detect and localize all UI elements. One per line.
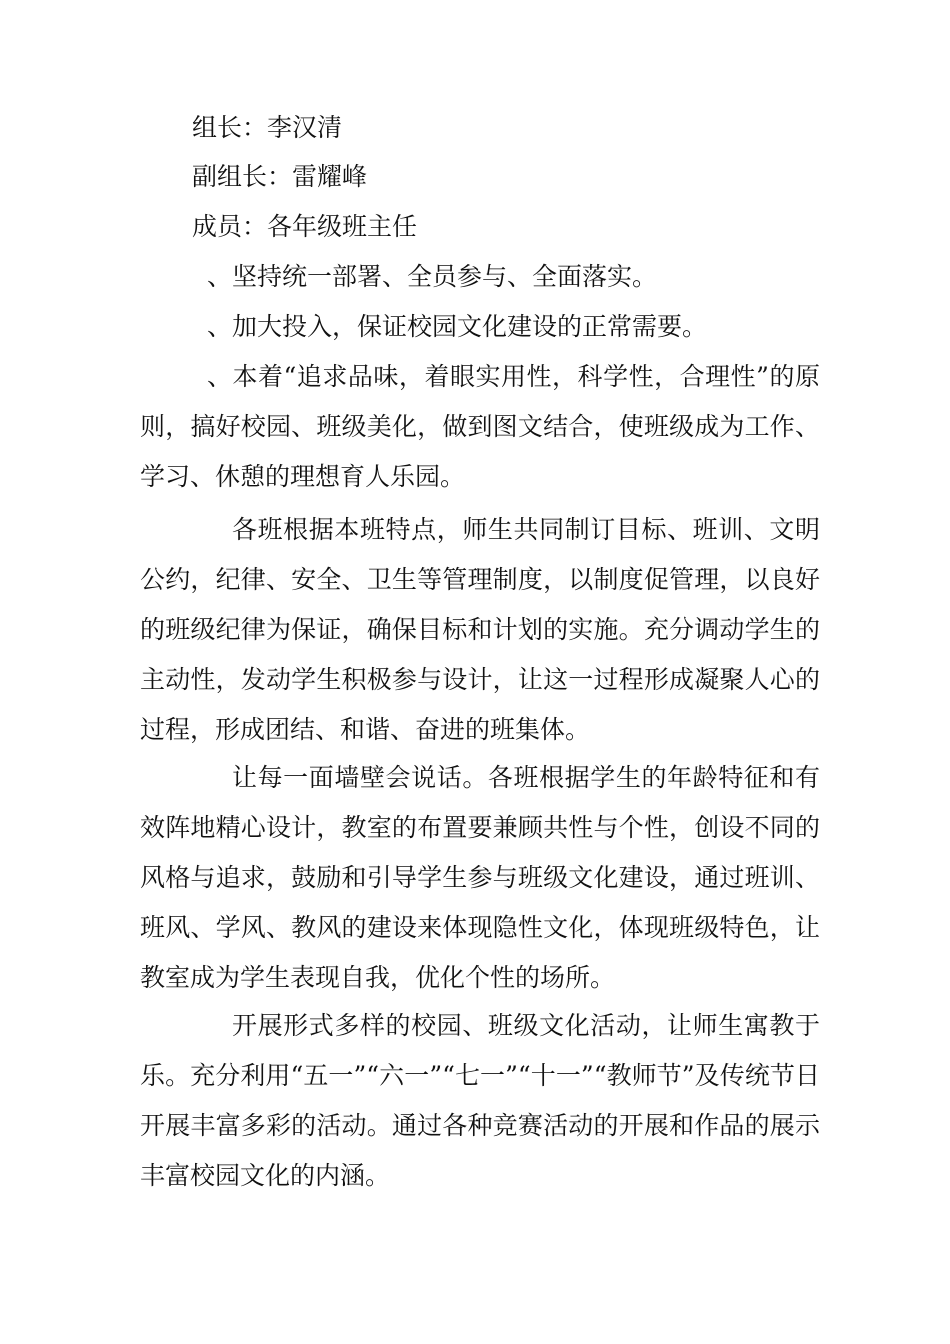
members-line: 成员：各年级班主任 xyxy=(192,212,418,241)
measure-item-3-paragraph: 、本着“追求品味，着眼实用性，科学性，合理性”的原则，搞好校园、班级美化，做到图文结合，使班级成为工作、学习、休憩的理想育人乐园。 xyxy=(140,362,820,491)
measure-item-1: 、坚持统一部署、全员参与、全面落实。 xyxy=(207,262,658,291)
class-management-paragraph: 各班根据本班特点，师生共同制订目标、班训、文明公约，纪律、安全、卫生等管理制度，以制度促管理，以良好的班级纪律为保证，确保目标和计划的实施。充分调动学生的主动性，发动学生积极参与设计，让这一过程形成凝聚人心的过程，形成团结、和谐、奋进的班集体。 xyxy=(140,515,820,744)
cultural-activities-paragraph: 开展形式多样的校园、班级文化活动，让师生寓教于乐。充分利用“五一”“六一”“七一”“十一”“教师节”及传统节日开展丰富多彩的活动。通过各种竞赛活动的开展和作品的展示丰富校园文化的内涵。 xyxy=(140,1011,820,1190)
classroom-walls-paragraph: 让每一面墙壁会说话。各班根据学生的年龄特征和有效阵地精心设计，教室的布置要兼顾共性与个性，创设不同的风格与追求，鼓励和引导学生参与班级文化建设，通过班训、班风、学风、教风的建设来体现隐性文化，体现班级特色，让教室成为学生表现自我，优化个性的场所。 xyxy=(140,763,820,992)
leader-line: 组长：李汉清 xyxy=(192,113,343,142)
measure-item-2: 、加大投入，保证校园文化建设的正常需要。 xyxy=(207,312,708,341)
vice-leader-line: 副组长：雷耀峰 xyxy=(192,162,368,191)
